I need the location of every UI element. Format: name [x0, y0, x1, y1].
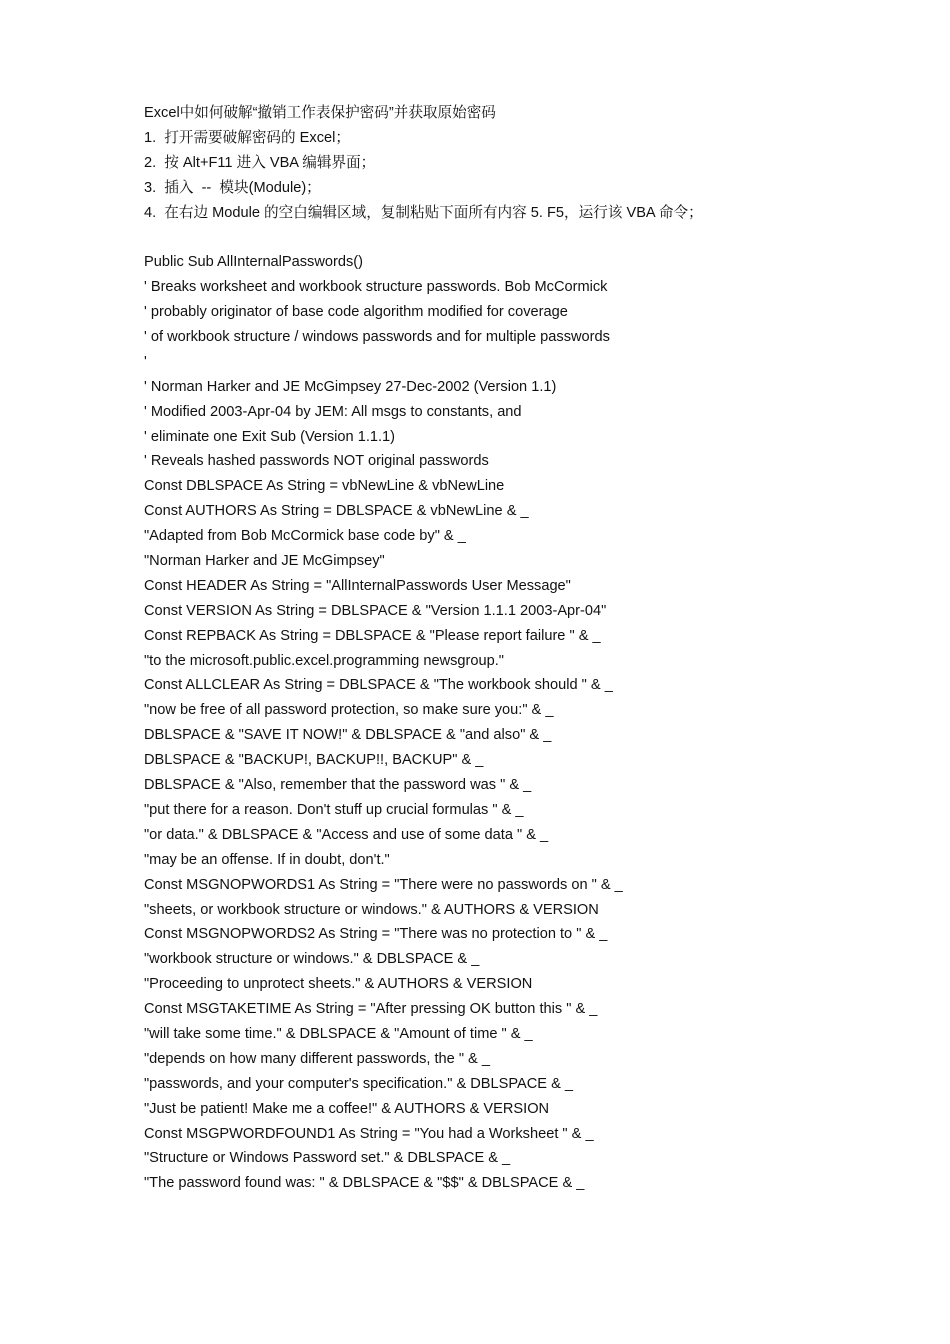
- code-line: ' Norman Harker and JE McGimpsey 27-Dec-2002 (Version 1.1): [144, 378, 557, 395]
- code-line: Public Sub AllInternalPasswords(): [144, 254, 364, 271]
- code-line: ' Breaks worksheet and workbook structure passwords. Bob McCormick: [144, 279, 608, 296]
- code-line: Const HEADER As String = "AllInternalPasswords User Message": [144, 577, 571, 594]
- code-line: "to the microsoft.public.excel.programming newsgroup.": [144, 652, 504, 669]
- code-line: "now be free of all password protection, so make sure you:" & _: [144, 702, 554, 719]
- code-line: Const REPBACK As String = DBLSPACE & "Please report failure " & _: [144, 627, 601, 644]
- step-2: 2. 按 Alt+F11 进入 VBA 编辑界面；: [144, 154, 376, 171]
- code-block: [144, 250, 924, 1196]
- code-line: "may be an offense. If in doubt, don't.": [144, 851, 390, 868]
- code-line: "Adapted from Bob McCormick base code by" & _: [144, 528, 466, 545]
- code-line: ' eliminate one Exit Sub (Version 1.1.1): [144, 428, 396, 445]
- code-line: "Just be patient! Make me a coffee!" & AUTHORS & VERSION: [144, 1100, 550, 1117]
- code-line: ' Reveals hashed passwords NOT original passwords: [144, 453, 489, 470]
- code-line: DBLSPACE & "SAVE IT NOW!" & DBLSPACE & "and also" & _: [144, 727, 552, 744]
- code-line: "will take some time." & DBLSPACE & "Amount of time " & _: [144, 1025, 533, 1042]
- code-line: ' Modified 2003-Apr-04 by JEM: All msgs to constants, and: [144, 403, 522, 420]
- code-line: DBLSPACE & "Also, remember that the password was " & _: [144, 777, 532, 794]
- code-line: "Structure or Windows Password set." & DBLSPACE & _: [144, 1150, 511, 1167]
- code-line: Const MSGTAKETIME As String = "After pressing OK button this " & _: [144, 1001, 598, 1018]
- code-line: "depends on how many different passwords, the " & _: [144, 1050, 490, 1067]
- code-line: "sheets, or workbook structure or windows." & AUTHORS & VERSION: [144, 901, 599, 918]
- code-line: Const MSGNOPWORDS2 As String = "There was no protection to " & _: [144, 926, 608, 943]
- code-line: ' of workbook structure / windows passwords and for multiple passwords: [144, 329, 610, 346]
- blank-line: [144, 225, 924, 250]
- document-body: [144, 101, 924, 1196]
- code-line: Const ALLCLEAR As String = DBLSPACE & "The workbook should " & _: [144, 677, 613, 694]
- document-title: Excel中如何破解“撤销工作表保护密码”并获取原始密码: [144, 105, 496, 121]
- code-line: ': [144, 353, 147, 370]
- code-line: Const DBLSPACE As String = vbNewLine & vbNewLine: [144, 478, 505, 495]
- code-line: Const MSGNOPWORDS1 As String = "There were no passwords on " & _: [144, 876, 623, 893]
- code-line: Const MSGPWORDFOUND1 As String = "You had a Worksheet " & _: [144, 1125, 594, 1142]
- code-line: DBLSPACE & "BACKUP!, BACKUP!!, BACKUP" & _: [144, 752, 484, 769]
- step-4: 4. 在右边 Module 的空白编辑区域，复制粘贴下面所有内容 5. F5，运行该 VBA 命令；: [144, 204, 703, 221]
- code-line: "The password found was: " & DBLSPACE & "$$" & DBLSPACE & _: [144, 1175, 585, 1192]
- code-line: ' probably originator of base code algorithm modified for coverage: [144, 304, 568, 321]
- code-line: "or data." & DBLSPACE & "Access and use of some data " & _: [144, 826, 549, 843]
- code-line: "put there for a reason. Don't stuff up crucial formulas " & _: [144, 801, 524, 818]
- code-line: "Norman Harker and JE McGimpsey": [144, 553, 385, 570]
- code-line: "workbook structure or windows." & DBLSPACE & _: [144, 951, 480, 968]
- code-line: "Proceeding to unprotect sheets." & AUTHORS & VERSION: [144, 976, 533, 993]
- code-line: Const VERSION As String = DBLSPACE & "Version 1.1.1 2003-Apr-04": [144, 602, 607, 619]
- step-3: 3. 插入 -- 模块(Module)；: [144, 179, 321, 196]
- code-line: Const AUTHORS As String = DBLSPACE & vbNewLine & _: [144, 503, 529, 520]
- code-line: "passwords, and your computer's specification." & DBLSPACE & _: [144, 1075, 573, 1092]
- step-1: 1. 打开需要破解密码的 Excel；: [144, 129, 350, 146]
